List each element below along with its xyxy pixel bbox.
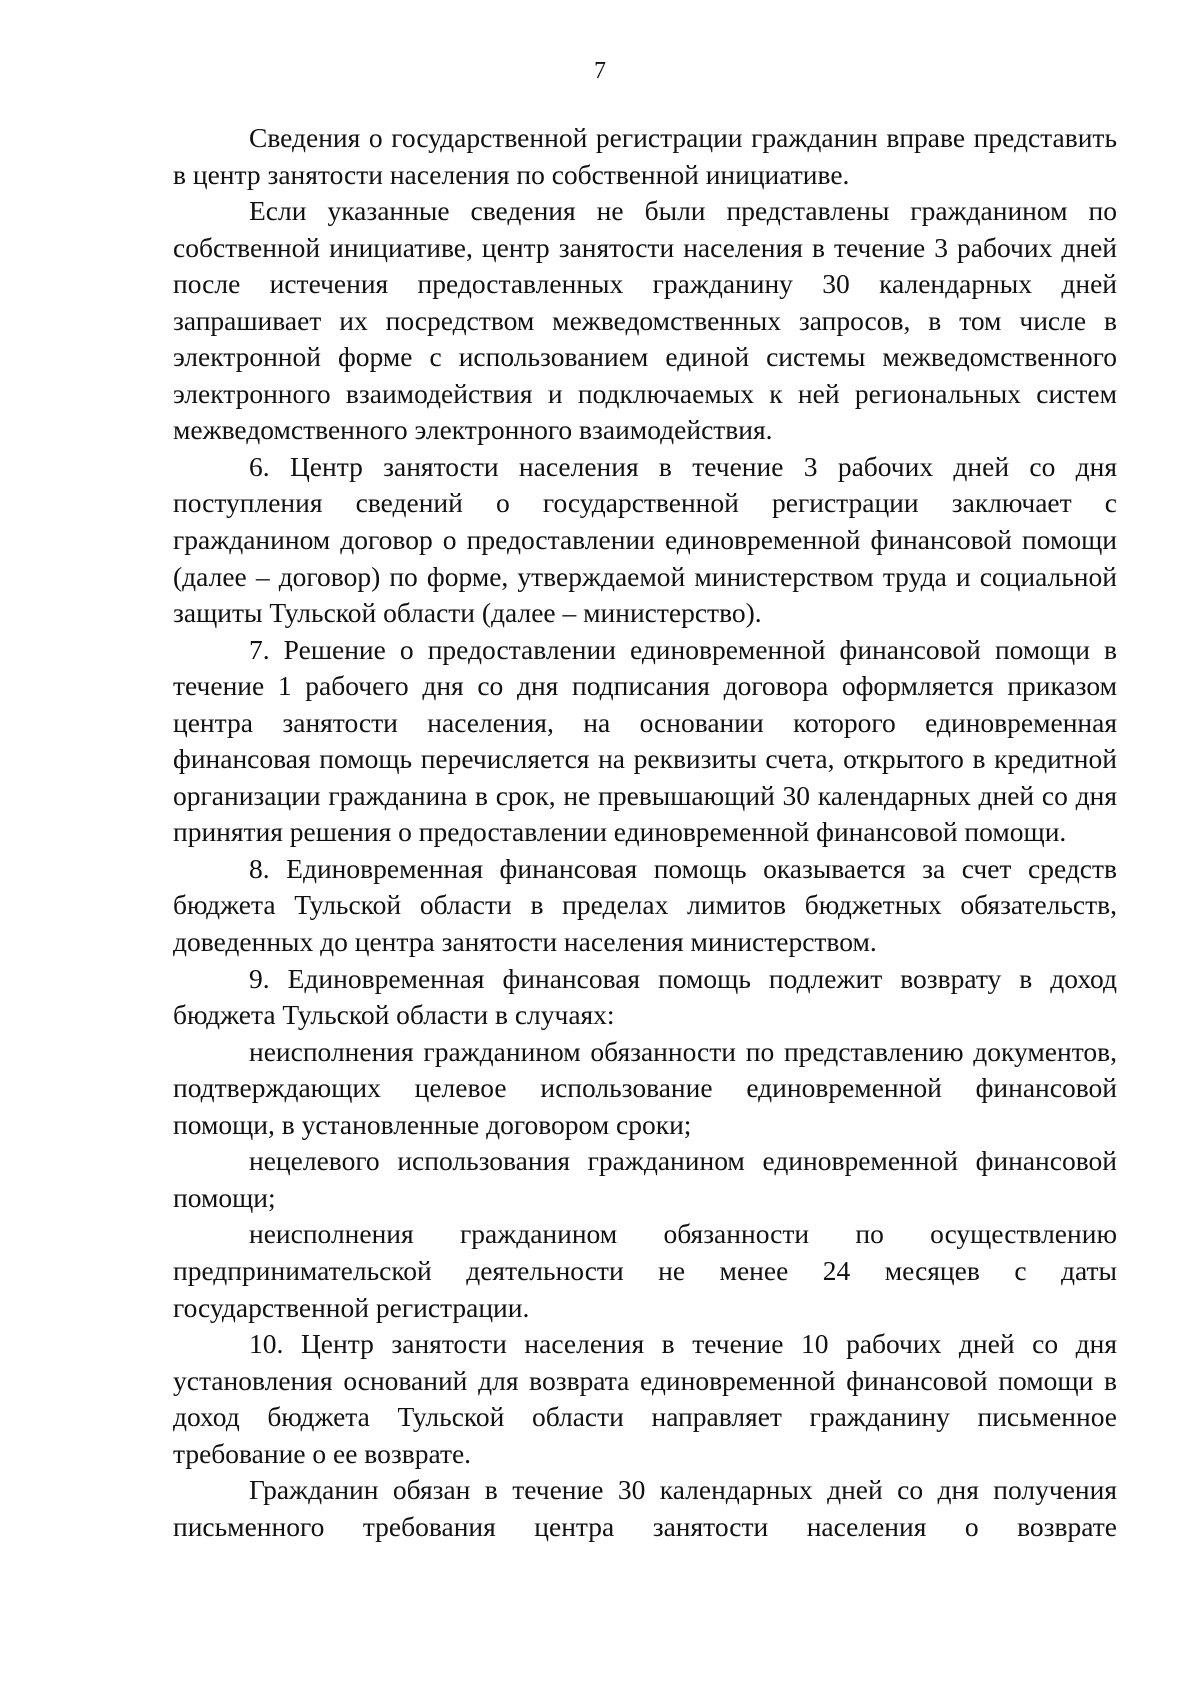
paragraph-case-documents: неисполнения гражданином обязанности по представлению документов, подтверждающих целевое использование единовременной финансовой помощи, в установленные договором сроки;	[173, 1035, 1117, 1140]
paragraph-case-misuse: нецелевого использования гражданином единовременной финансовой помощи;	[173, 1145, 1117, 1213]
document-body	[173, 120, 1117, 1545]
paragraph-item-10: 10. Центр занятости населения в течение 10 рабочих дней со дня установления оснований для возврата единовременной финансовой помощи в доход бюджета Тульской области направляет гражданину письменное требование о ее возврате.	[173, 1328, 1117, 1469]
paragraph-return-obligation: Гражданин обязан в течение 30 календарных дней со дня получения письменного требования центра занятости населения о возврате	[173, 1474, 1117, 1542]
page-number: 7	[594, 58, 606, 84]
paragraph-item-6: 6. Центр занятости населения в течение 3 рабочих дней со дня поступления сведений о государственной регистрации заключает с гражданином договор о предоставлении единовременной финансовой помощи (далее – договор) по форме, утверждаемой министерством труда и социальной защиты Тульской области (далее – министерство).	[173, 450, 1117, 629]
paragraph-interagency-request: Если указанные сведения не были представлены гражданином по собственной инициативе, центр занятости населения в течение 3 рабочих дней после истечения предоставленных гражданину 30 календарных дней запрашивает их посредством межведомственных запросов, в том числе в электронной форме с использованием единой системы межведомственного электронного взаимодействия и подключаемых к ней региональных систем межведомственного электронного взаимодействия.	[173, 195, 1117, 446]
paragraph-case-business: неисполнения гражданином обязанности по осуществлению предпринимательской деятельности не менее 24 месяцев с даты государственной регистрации.	[173, 1218, 1117, 1323]
paragraph-registration-info: Сведения о государственной регистрации гражданин вправе представить в центр занятости населения по собственной инициативе.	[173, 122, 1117, 190]
paragraph-item-8: 8. Единовременная финансовая помощь оказывается за счет средств бюджета Тульской области в пределах лимитов бюджетных обязательств, доведенных до центра занятости населения министерством.	[173, 852, 1117, 958]
paragraph-item-9: 9. Единовременная финансовая помощь подлежит возврату в доход бюджета Тульской области в случаях:	[173, 962, 1117, 1031]
paragraph-item-7: 7. Решение о предоставлении единовременной финансовой помощи в течение 1 рабочего дня со дня подписания договора оформляется приказом центра занятости населения, на основании которого единовременная финансовая помощь перечисляется на реквизиты счета, открытого в кредитной организации гражданина в срок, не превышающий 30 календарных дней со дня принятия решения о предоставлении единовременной финансовой помощи.	[173, 633, 1117, 848]
